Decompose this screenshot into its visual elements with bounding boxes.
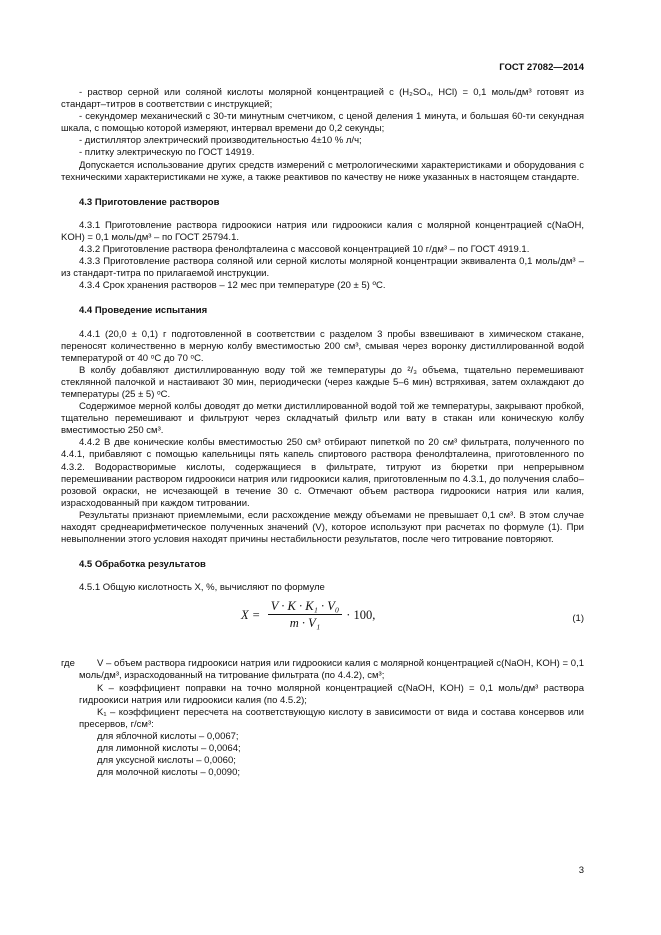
formula-equals: = <box>252 607 260 622</box>
definition-v: V – объем раствора гидроокиси натрия или гидроокиси калия с молярной концентрацией c(NaOH, KOH) = 0,1 моль/дм³, израсходованный на титрование фильтрата (по 4.4.2), см³; <box>79 658 584 682</box>
clause-4-4-2: 4.4.2 В две конические колбы вместимостью 250 см³ отбирают пипеткой по 20 см³ фильтрата, полученного по 4.4.1, прибавляют с помощью капельницы пять капель спиртового раствора фенолфталеина, приготовленного по 4.3.2. Водорастворимые кислоты, содержащиеся в фильтрате, титруют из бюретки при непрерывном перемешивании раствором гидроокиси натрия или гидроокиси калия, приготовленным по 4.3.1, до получения слабо–розовой окраски, не исчезающей в течение 30 с. Отмечают объем раствора гидроокиси натрия или калия, израсходованный при каждом титровании. <box>61 437 584 509</box>
intro-item-distiller: - дистиллятор электрический производительностью 4±10 % л/ч; <box>79 135 362 147</box>
acid-coefficient-lactic: для молочной кислоты – 0,0090; <box>97 767 241 779</box>
clause-4-4-1-mixing: В колбу добавляют дистиллированную воду той же температуры до ²/₃ объема, тщательно перемешивают стеклянной палочкой и настаивают 30 мин, периодически (через каждые 5–6 мин) встряхивая, затем охлаждают до температуры (25 ± 5) ᵒС. <box>61 364 584 400</box>
standard-header: ГОСТ 27082—2014 <box>499 62 584 73</box>
intro-item-stopwatch: - секундомер механический с 30-ти минутным счетчиком, с ценой деления 1 минута, и большая 60-ти секундная шкала, с помощью которой измеряют, интервал времени до 0,2 секунды; <box>61 111 584 135</box>
definition-k1: K₁ – коэффициент пересчета на соответствующую кислоту в зависимости от вида и состава консервов или пресервов, г/см³: <box>79 706 584 730</box>
formula-denominator: m · V₁ <box>289 616 321 631</box>
clause-4-3-4: 4.3.4 Срок хранения растворов – 12 мес при температуре (20 ± 5) ºС. <box>79 280 386 292</box>
formula-expression <box>241 600 375 629</box>
acid-coefficient-acetic: для уксусной кислоты – 0,0060; <box>97 755 236 767</box>
intro-item-hotplate: - плитку электрическую по ГОСТ 14919. <box>79 147 255 159</box>
clause-4-4-2-acceptance: Результаты признают приемлемыми, если расхождение между объемами не превышает 0,1 см³. В этом случае находят среднеарифметическое полученных значений (V), которое используют при расчетах по формуле (1). При невыполнении этого условия находят причины нестабильности результатов, после чего титрование повторяют. <box>61 509 584 546</box>
document-page <box>61 0 584 935</box>
section-heading-4-3: 4.3 Приготовление растворов <box>79 196 220 208</box>
acid-coefficient-malic: для яблочной кислоты – 0,0067; <box>97 730 239 742</box>
clause-4-4-1: 4.4.1 (20,0 ± 0,1) г подготовленной в соответствии с разделом 3 пробы взвешивают в химическом стакане, переносят количественно в мерную колбу вместимостью 200 см³, смывая через воронку дистиллированной водой температурой от 40 ᵒС до 70 ᵒС. <box>61 328 584 364</box>
formula-number: (1) <box>572 613 584 625</box>
document-body <box>61 87 584 779</box>
clause-4-4-1-filtering: Содержимое мерной колбы доводят до метки дистиллированной водой той же температуры, закрывают пробкой, тщательно перемешивают и фильтруют через складчатый фильтр или вату в стакан или коническую колбу вместимостью 250 см³. <box>61 401 584 437</box>
section-heading-4-4: 4.4 Проведение испытания <box>79 305 208 317</box>
formula-multiplier: · 100, <box>346 607 376 622</box>
intro-item-acid-solution: - раствор серной или соляной кислоты молярной концентрацией c (H₂SO₄, HCl) = 0,1 моль/дм³ готовят из стандарт–титров в соответствии с инструкцией; <box>61 87 584 111</box>
clause-4-3-1: 4.3.1 Приготовление раствора гидроокиси натрия или гидроокиси калия с молярной концентрацией c(NaOH, KOH) = 0,1 моль/дм³ – по ГОСТ 25794.1. <box>61 219 584 243</box>
where-block <box>61 658 584 779</box>
formula-lhs: X <box>241 607 249 622</box>
formula-fraction <box>268 600 343 629</box>
section-heading-4-5: 4.5 Обработка результатов <box>79 559 206 571</box>
page-number: 3 <box>578 865 584 876</box>
acid-coefficient-citric: для лимонной кислоты – 0,0064; <box>97 743 241 755</box>
clause-4-3-3: 4.3.3 Приготовление раствора соляной или серной кислоты молярной концентрации эквивалента 0,1 моль/дм³ – из стандарт-титра по прилагаемой инструкции. <box>61 256 584 280</box>
intro-permission-note: Допускается использование других средств измерений с метрологическими характеристиками и оборудования с техническими характеристиками не хуже, а также реактивов по качеству не ниже указанных в настоящем стандарте. <box>61 159 584 183</box>
clause-4-5-1: 4.5.1 Общую кислотность X, %, вычисляют по формуле <box>79 582 325 594</box>
formula-1 <box>61 598 584 644</box>
where-definitions <box>79 658 584 779</box>
clause-4-3-2: 4.3.2 Приготовление раствора фенолфталеина с массовой концентрацией 10 г/дм³ – по ГОСТ 4919.1. <box>79 244 530 256</box>
definition-k: K – коэффициент поправки на точно молярной концентрацией c(NaOH, KOH) = 0,1 моль/дм³ раствора гидроокиси натрия или гидроокиси калия (по 4.5.2); <box>79 682 584 706</box>
where-label: где <box>61 658 75 670</box>
formula-numerator: V · K · K₁ · V₀ <box>268 600 343 615</box>
